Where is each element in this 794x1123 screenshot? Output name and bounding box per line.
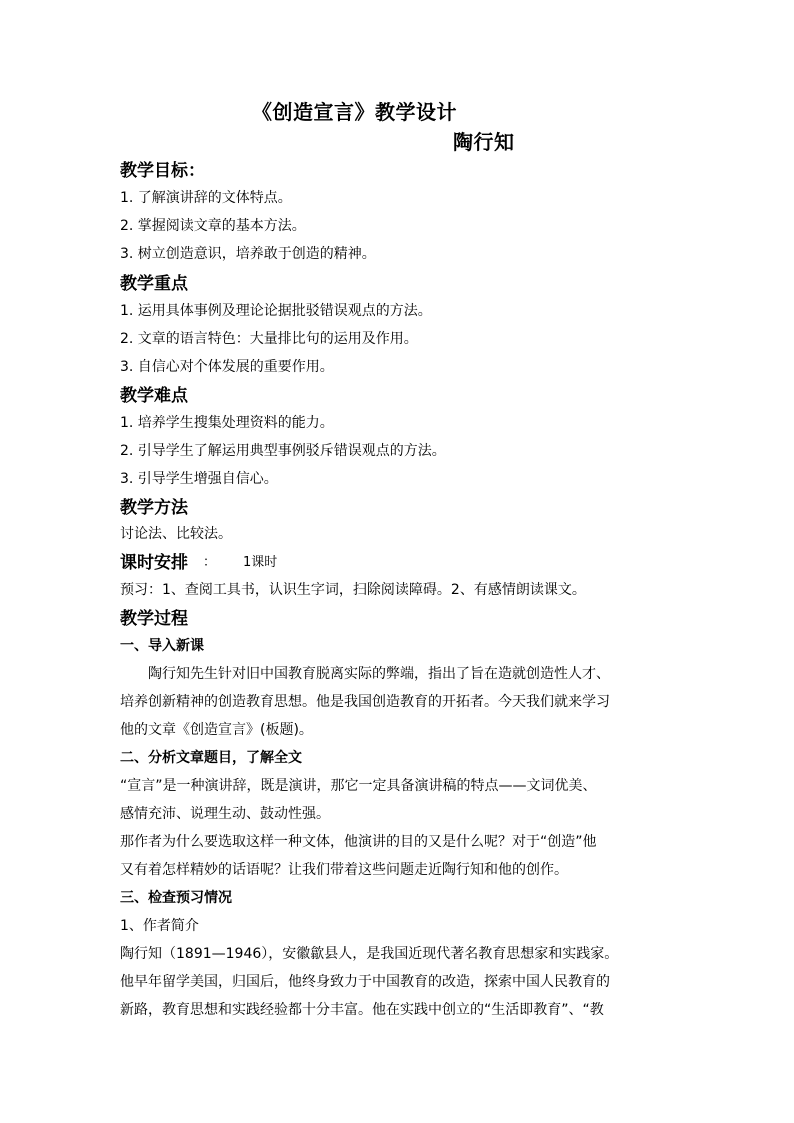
key-point-item: 2. 文章的语言特色：大量排比句的运用及作用。 [120, 331, 418, 347]
difficulty-item: 1. 培养学生搜集处理资料的能力。 [120, 415, 334, 431]
schedule-value: 1课时 [243, 555, 278, 570]
methods-text: 讨论法、比较法。 [120, 526, 232, 542]
difficulty-item: 2. 引导学生了解运用典型事例驳斥错误观点的方法。 [120, 443, 446, 459]
methods-heading: 教学方法 [120, 498, 188, 518]
goals-heading: 教学目标： [120, 161, 205, 181]
author-name: 陶行知 [453, 130, 515, 154]
paragraph-line: 培养创新精神的创造教育思想。他是我国创造教育的开拓者。今天我们就来学习 [120, 694, 610, 710]
paragraph-line: 陶行知（1891—1946），安徽歙县人，是我国近现代著名教育思想家和实践家。 [120, 946, 619, 962]
goal-item: 1. 了解演讲辞的文体特点。 [120, 190, 292, 206]
section-preview-check-heading: 三、检查预习情况 [120, 890, 232, 906]
preview-text: 预习：1、查阅工具书，认识生字词，扫除阅读障碍。2、有感情朗读课文。 [120, 582, 586, 598]
paragraph-line: “宣言”是一种演讲辞，既是演讲，那它一定具备演讲稿的特点——文词优美、 [120, 778, 597, 794]
paragraph-line: 他早年留学美国，归国后，他终身致力于中国教育的改造，探索中国人民教育的 [120, 974, 610, 990]
paragraph-line: 感情充沛、说理生动、鼓动性强。 [120, 806, 330, 822]
section-intro-heading: 一、导入新课 [120, 638, 204, 654]
paragraph-line: 那作者为什么要选取这样一种文体，他演讲的目的又是什么呢？对于“创造”他 [120, 834, 597, 850]
paragraph-line: 新路，教育思想和实践经验都十分丰富。他在实践中创立的“生活即教育”、“教 [120, 1002, 604, 1018]
paragraph-line: 他的文章《创造宣言》(板题)。 [120, 722, 313, 738]
key-point-item: 1. 运用具体事例及理论论据批驳错误观点的方法。 [120, 303, 432, 319]
difficulty-item: 3. 引导学生增强自信心。 [120, 471, 278, 487]
goal-item: 3. 树立创造意识，培养敢于创造的精神。 [120, 246, 376, 262]
subsection-heading: 1、作者简介 [120, 918, 199, 934]
document-title: 《创造宣言》教学设计 [252, 100, 457, 124]
paragraph-line: 又有着怎样精妙的话语呢？让我们带着这些问题走近陶行知和他的创作。 [120, 862, 568, 878]
schedule-heading: 课时安排 [120, 553, 188, 573]
section-analysis-heading: 二、分析文章题目，了解全文 [120, 750, 302, 766]
process-heading: 教学过程 [120, 609, 188, 629]
key-points-heading: 教学重点 [120, 274, 188, 294]
key-point-item: 3. 自信心对个体发展的重要作用。 [120, 359, 334, 375]
schedule-separator: ： [203, 555, 217, 570]
goal-item: 2. 掌握阅读文章的基本方法。 [120, 218, 306, 234]
paragraph-line: 陶行知先生针对旧中国教育脱离实际的弊端，指出了旨在造就创造性人才、 [148, 666, 610, 682]
difficulties-heading: 教学难点 [120, 386, 188, 406]
